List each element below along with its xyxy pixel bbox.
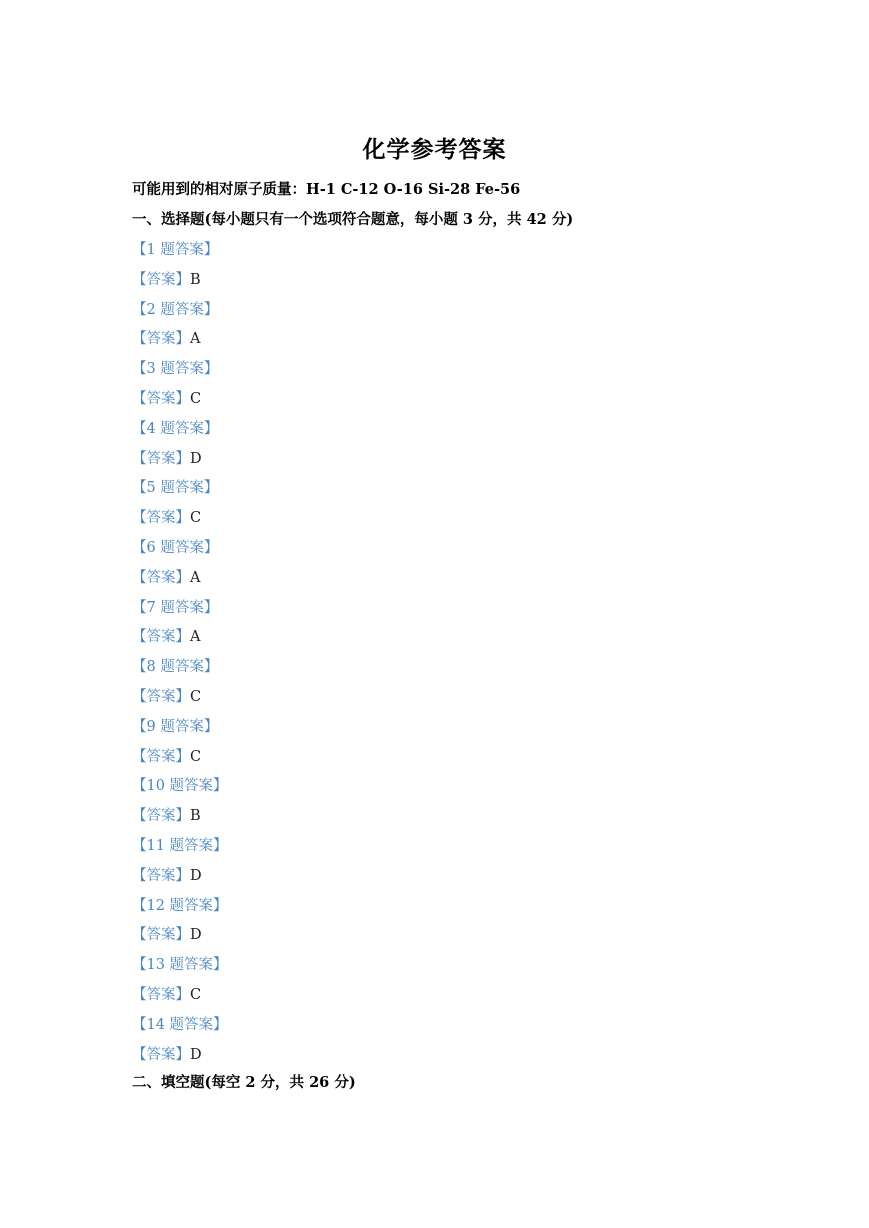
atomic-mass-note: 可能用到的相对原子质量：H-1 C-12 O-16 Si-28 Fe-56 — [132, 181, 521, 198]
answer-value: C — [190, 689, 202, 705]
answer-label: 【答案】 — [132, 987, 190, 1003]
answer-value: B — [190, 271, 201, 288]
answer-value: D — [190, 1046, 202, 1063]
answer-line — [132, 449, 202, 469]
answer-label: 【答案】 — [132, 808, 190, 825]
question-heading: 【9 题答案】 — [132, 718, 219, 735]
answer-value: D — [190, 927, 202, 944]
answer-line — [132, 1045, 202, 1065]
answer-line — [132, 985, 201, 1005]
answer-label: 【答案】 — [132, 867, 190, 884]
question-heading: 【4 题答案】 — [132, 420, 219, 437]
answer-line — [132, 806, 201, 826]
section-2-heading: 二、填空题(每空 2 分，共 26 分) — [132, 1074, 356, 1091]
answer-label: 【答案】 — [132, 450, 190, 467]
answer-value: C — [190, 748, 202, 765]
answer-label: 【答案】 — [132, 629, 190, 646]
question-heading: 【6 题答案】 — [132, 540, 219, 556]
answer-label: 【答案】 — [132, 331, 190, 348]
answer-value: D — [190, 450, 202, 467]
question-heading: 【1 题答案】 — [132, 242, 219, 258]
question-heading: 【10 题答案】 — [132, 778, 228, 795]
question-heading: 【12 题答案】 — [132, 897, 228, 914]
answer-line — [132, 568, 200, 588]
question-heading: 【2 题答案】 — [132, 301, 219, 318]
answer-line — [132, 508, 201, 528]
answer-label: 【答案】 — [132, 1046, 190, 1063]
question-heading: 【3 题答案】 — [132, 361, 219, 378]
question-heading: 【5 题答案】 — [132, 480, 219, 497]
answer-line — [132, 687, 201, 707]
answer-value: A — [190, 569, 201, 586]
answer-value: A — [190, 331, 201, 348]
answer-value: B — [190, 808, 201, 825]
question-heading: 【13 题答案】 — [132, 957, 228, 974]
answer-label: 【答案】 — [132, 391, 190, 407]
answer-label: 【答案】 — [132, 748, 190, 765]
section-1-heading: 一、选择题(每小题只有一个选项符合题意，每小题 3 分，共 42 分) — [132, 211, 574, 228]
answer-value: C — [190, 987, 202, 1003]
answer-value: D — [190, 867, 202, 884]
answer-line — [132, 389, 201, 409]
question-heading: 【11 题答案】 — [132, 838, 228, 854]
answer-value: C — [190, 391, 202, 407]
answer-label: 【答案】 — [132, 569, 190, 586]
page-title: 化学参考答案 — [362, 136, 507, 163]
answer-line — [132, 627, 200, 647]
answer-value: C — [190, 510, 202, 527]
question-heading: 【7 题答案】 — [132, 599, 219, 616]
answer-line — [132, 747, 201, 767]
answer-line — [132, 270, 201, 290]
answer-value: A — [190, 629, 201, 646]
answer-label: 【答案】 — [132, 689, 190, 705]
question-heading: 【8 题答案】 — [132, 659, 219, 676]
answer-label: 【答案】 — [132, 927, 190, 944]
question-heading: 【14 题答案】 — [132, 1016, 228, 1033]
answer-line — [132, 866, 202, 886]
answer-label: 【答案】 — [132, 271, 190, 288]
answer-line — [132, 925, 202, 945]
answer-label: 【答案】 — [132, 510, 190, 527]
answer-line — [132, 329, 200, 349]
